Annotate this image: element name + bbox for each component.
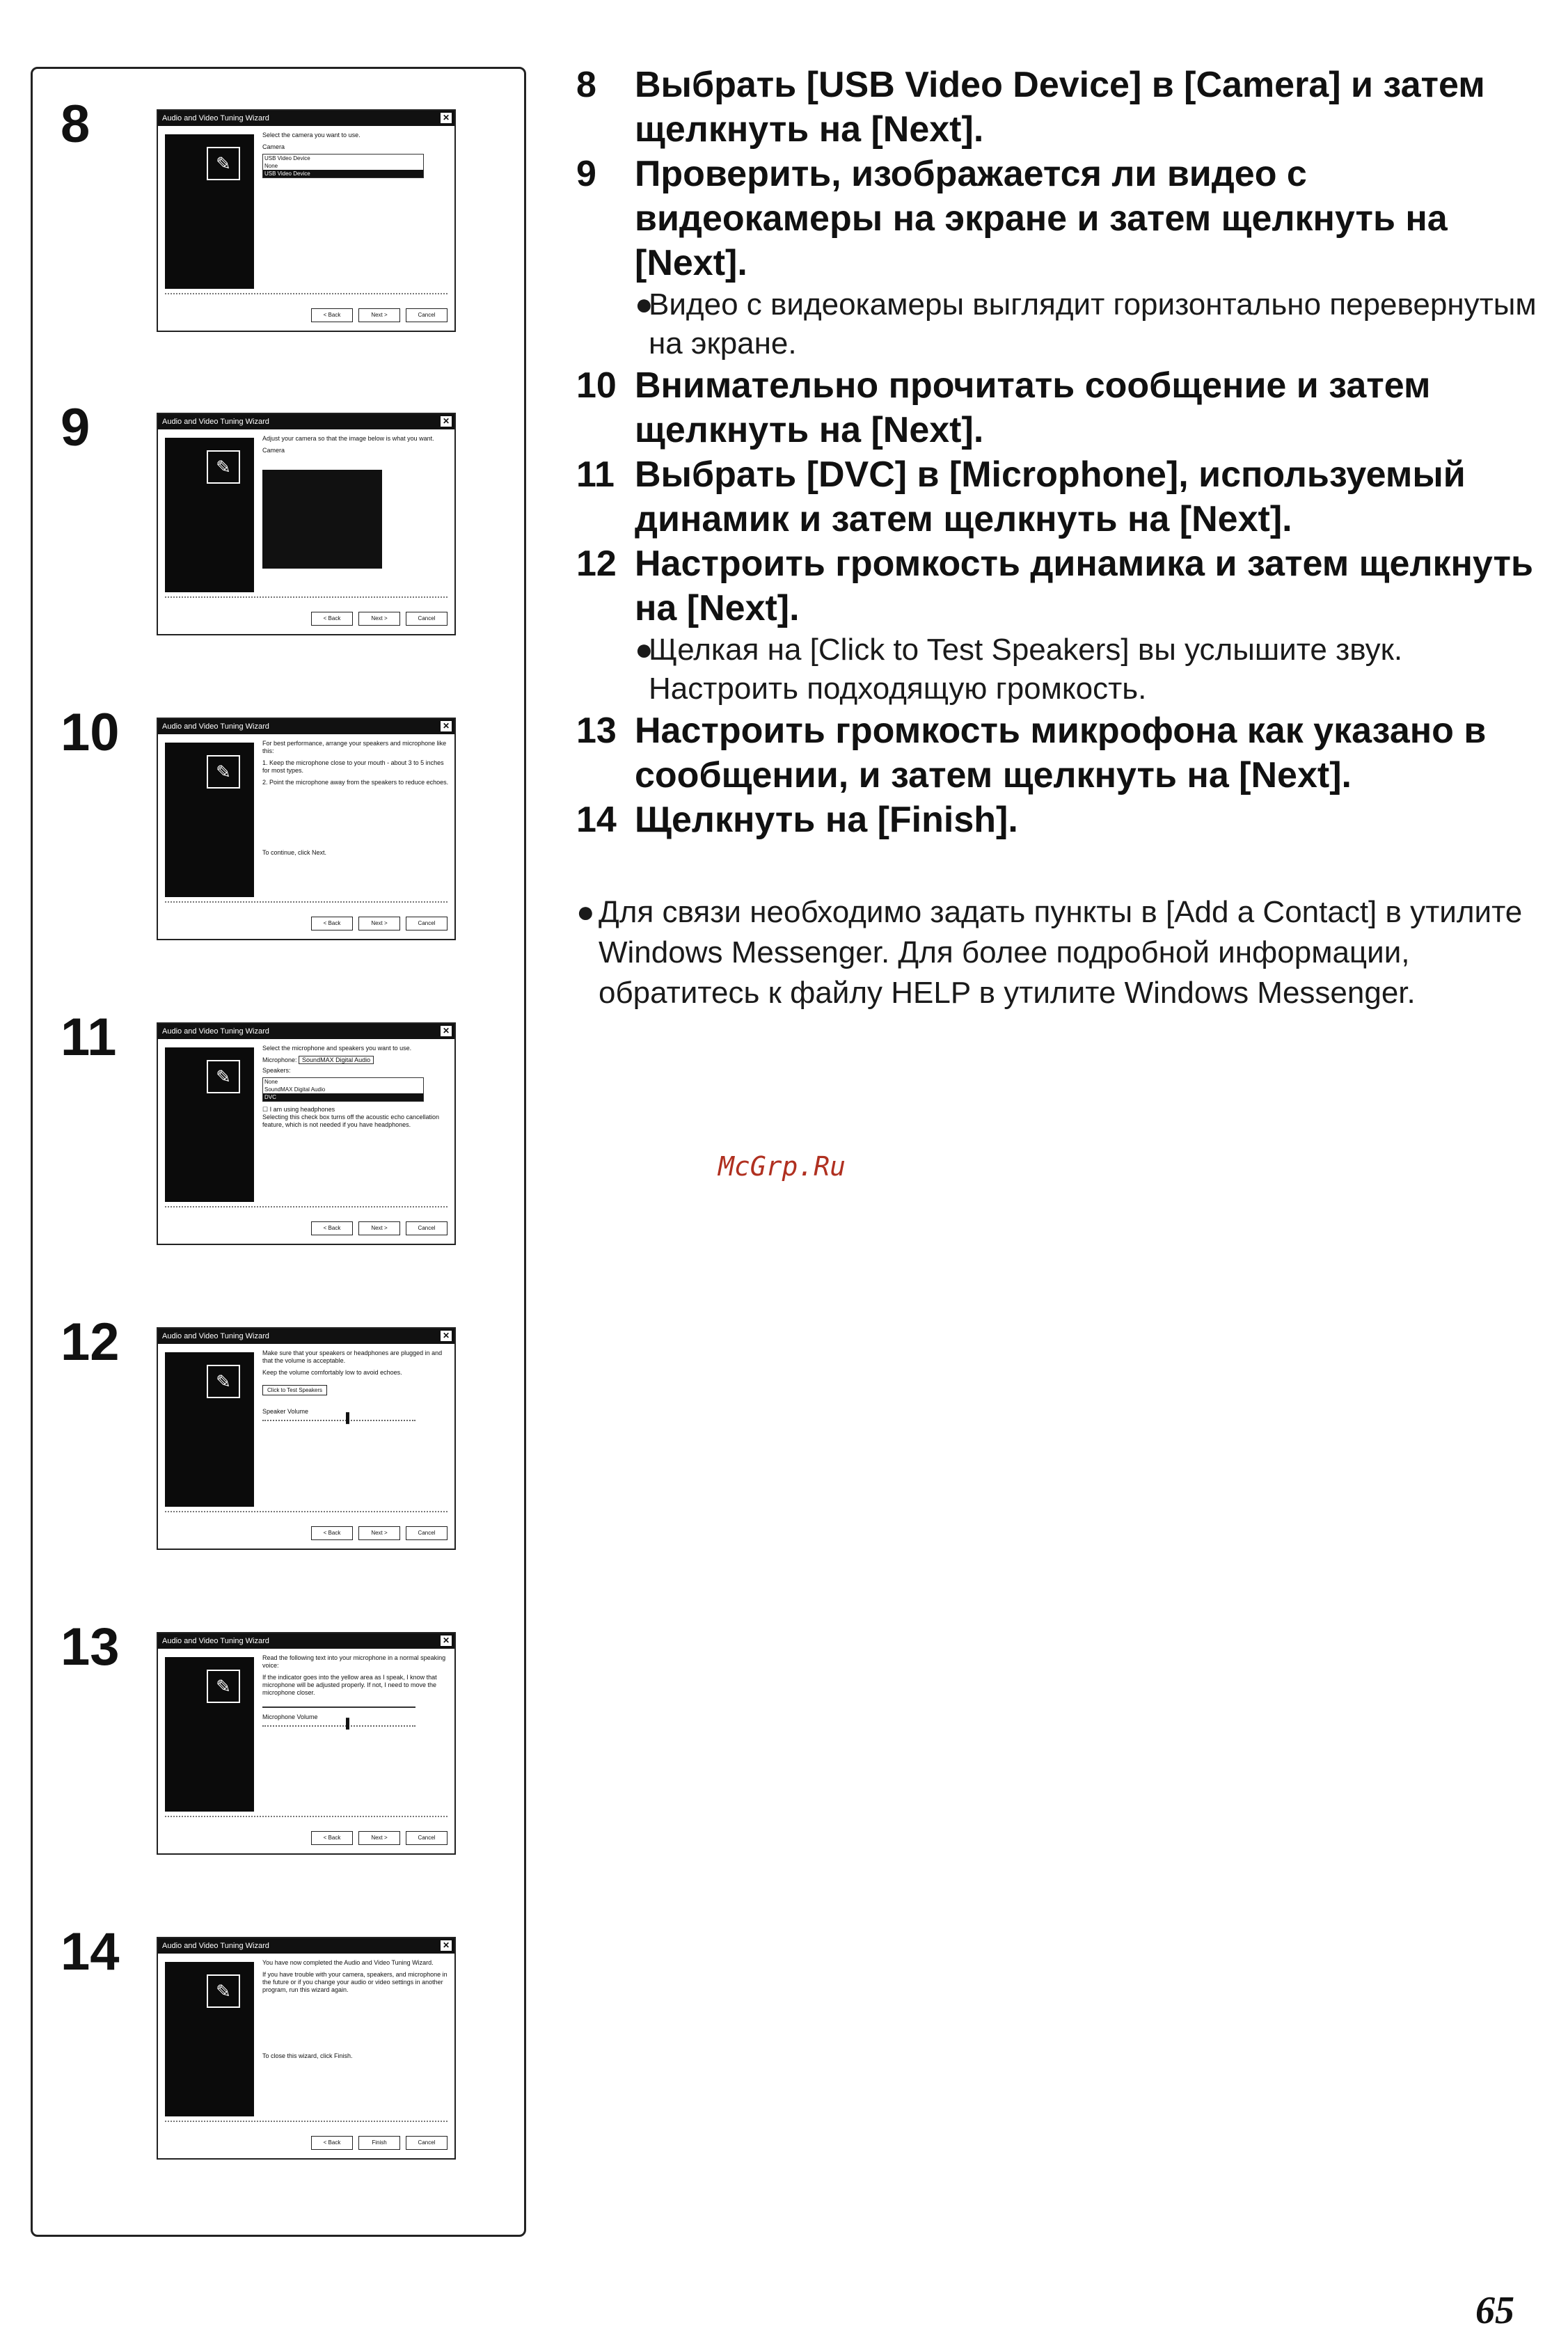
screenshot-step-14: [33, 1896, 528, 2146]
wizard-icon: ✎: [207, 1365, 240, 1398]
step-text: Выбрать [DVC] в [Microphone], используемый динамик и затем щелкнуть на [Next].: [635, 454, 1466, 539]
close-icon[interactable]: ✕: [441, 1026, 452, 1036]
wizard-prompt: You have now completed the Audio and Video Tuning Wizard.: [262, 1959, 434, 1966]
wizard-window: [157, 413, 456, 635]
wizard-prompt: Adjust your camera so that the image below is what you want.: [262, 435, 434, 442]
step-number: 11: [61, 1008, 117, 1067]
wizard-prompt: Read the following text into your microphone in a normal speaking voice:: [262, 1654, 446, 1669]
divider: [165, 596, 448, 598]
window-title: Audio and Video Tuning Wizard: [162, 418, 269, 426]
microphone-volume-label: Microphone Volume: [262, 1713, 318, 1720]
step-text: Выбрать [USB Video Device] в [Camera] и затем щелкнуть на [Next].: [635, 65, 1485, 150]
step-number: 11: [576, 454, 615, 495]
screenshot-step-13: [33, 1592, 528, 1841]
wizard-window: [157, 109, 456, 332]
wizard-body: [262, 1349, 449, 1507]
step-number: 13: [576, 711, 617, 751]
wizard-icon: ✎: [207, 1974, 240, 2008]
page-number: 65: [1475, 2289, 1514, 2332]
close-icon[interactable]: ✕: [441, 721, 452, 731]
window-titlebar: [158, 414, 454, 429]
next-button[interactable]: Next >: [358, 1831, 400, 1845]
step-number: 10: [576, 365, 617, 406]
note-text: Для связи необходимо задать пункты в [Add a Contact] в утилите Windows Messenger. Для более подробной информации, обратитесь к файлу HELP в утилите Windows Messenger.: [599, 895, 1523, 1010]
instruction-list: [576, 63, 1551, 842]
wizard-window: [157, 1632, 456, 1855]
wizard-window: [157, 718, 456, 940]
wizard-prompt: Make sure that your speakers or headphones are plugged in and that the volume is acceptable.: [262, 1349, 443, 1364]
headphones-checkbox-label: I am using headphones: [269, 1106, 335, 1113]
instruction-step-8: [576, 63, 1551, 152]
checkbox-description: Selecting this check box turns off the acoustic echo cancellation feature, which is not needed if you have headphones.: [262, 1114, 439, 1128]
microphone-volume-slider[interactable]: [262, 1718, 415, 1741]
step-text: Настроить громкость динамика и затем щелкнуть на [Next].: [635, 544, 1533, 628]
wizard-icon: ✎: [207, 1670, 240, 1703]
window-title: Audio and Video Tuning Wizard: [162, 1942, 269, 1950]
back-button[interactable]: < Back: [311, 612, 353, 626]
speakers-label: Speakers: [262, 1067, 290, 1074]
camera-selected-value: USB Video Device: [264, 155, 310, 161]
back-button[interactable]: < Back: [311, 1831, 353, 1845]
cancel-button[interactable]: Cancel: [406, 1831, 448, 1845]
step-number: 8: [576, 65, 596, 105]
step-number: 14: [576, 800, 617, 840]
step-12-bullet: [576, 631, 1551, 708]
wizard-side-panel: [165, 134, 254, 289]
wizard-footer: To close this wizard, click Finish.: [262, 2052, 353, 2059]
wizard-body: [262, 1654, 449, 1812]
wizard-body: [262, 1959, 449, 2116]
window-titlebar: [158, 1329, 454, 1344]
wizard-prompt: Select the camera you want to use.: [262, 132, 361, 138]
back-button[interactable]: < Back: [311, 1526, 353, 1540]
wizard-prompt: For best performance, arrange your speakers and microphone like this:: [262, 740, 447, 754]
window-title: Audio and Video Tuning Wizard: [162, 1332, 269, 1340]
close-icon[interactable]: ✕: [441, 1940, 452, 1951]
back-button[interactable]: < Back: [311, 2136, 353, 2150]
close-icon[interactable]: ✕: [441, 416, 452, 427]
step-number: 10: [61, 703, 120, 762]
list-item[interactable]: DVC: [263, 1093, 423, 1101]
messenger-note: [576, 892, 1545, 1013]
wizard-hint: Keep the volume comfortably low to avoid echoes.: [262, 1369, 402, 1376]
camera-label: Camera: [262, 447, 285, 454]
window-titlebar: [158, 719, 454, 734]
level-meter: [262, 1706, 415, 1708]
screenshot-column: [31, 67, 526, 2237]
window-titlebar: [158, 1024, 454, 1039]
wizard-side-panel: [165, 1352, 254, 1507]
wizard-prompt: Select the microphone and speakers you want to use.: [262, 1045, 412, 1052]
window-titlebar: [158, 1633, 454, 1649]
speaker-volume-slider[interactable]: [262, 1412, 415, 1435]
instruction-2: 2. Point the microphone away from the speakers to reduce echoes.: [262, 779, 449, 786]
wizard-footer: To continue, click Next.: [262, 849, 327, 856]
checkbox-icon[interactable]: ☐: [262, 1106, 269, 1113]
next-button[interactable]: Next >: [358, 917, 400, 931]
camera-label: Camera: [262, 143, 285, 150]
wizard-body: [262, 435, 449, 592]
window-title: Audio and Video Tuning Wizard: [162, 114, 269, 122]
bullet-icon: ●: [635, 633, 654, 667]
list-item[interactable]: USB Video Device: [263, 170, 423, 177]
back-button[interactable]: < Back: [311, 308, 353, 322]
divider: [165, 1511, 448, 1512]
test-speakers-button[interactable]: Click to Test Speakers: [262, 1385, 327, 1395]
wizard-body: [262, 740, 449, 897]
step-number: 12: [61, 1313, 120, 1372]
microphone-select[interactable]: SoundMAX Digital Audio: [299, 1056, 374, 1064]
wizard-body: [262, 132, 449, 289]
wizard-body: Select the microphone and speakers you want to use. Microphone: SoundMAX Digital Audio Speakers: None SoundMAX Digital Audio DVC ☐ I am using headphones Selecting this check box turns off the acoustic echo cancellation feature, which is not needed if you have headphones.: [262, 1045, 449, 1202]
finish-button[interactable]: Finish: [358, 2136, 400, 2150]
wizard-side-panel: [165, 438, 254, 592]
screenshot-step-11: [33, 982, 528, 1231]
back-button[interactable]: < Back: [311, 1221, 353, 1235]
next-button[interactable]: Next >: [358, 1221, 400, 1235]
cancel-button[interactable]: Cancel: [406, 308, 448, 322]
screenshot-step-12: [33, 1287, 528, 1536]
divider: [165, 901, 448, 903]
window-title: Audio and Video Tuning Wizard: [162, 1027, 269, 1036]
next-button[interactable]: Next >: [358, 1526, 400, 1540]
step-text: Проверить, изображается ли видео с видеокамеры на экране и затем щелкнуть на [Next].: [635, 154, 1448, 283]
back-button[interactable]: < Back: [311, 917, 353, 931]
speaker-volume-label: Speaker Volume: [262, 1408, 309, 1415]
read-aloud-text: If the indicator goes into the yellow area as I speak, I know that microphone will be adjusted properly. If not, I need to move the microphone closer.: [262, 1674, 437, 1696]
wizard-icon: ✎: [207, 755, 240, 789]
divider: [165, 293, 448, 294]
slider-thumb[interactable]: ▌: [346, 1412, 353, 1423]
step-text: Щелкнуть на [Finish].: [635, 800, 1018, 840]
list-item[interactable]: None: [264, 1079, 278, 1085]
step-number: 13: [61, 1617, 120, 1677]
wizard-window: [157, 1327, 456, 1550]
wizard-window: [157, 1022, 456, 1245]
step-number: 9: [61, 398, 90, 457]
divider: [165, 1816, 448, 1817]
cancel-button[interactable]: Cancel: [406, 612, 448, 626]
window-title: Audio and Video Tuning Wizard: [162, 722, 269, 731]
wizard-window: [157, 1937, 456, 2160]
list-item[interactable]: SoundMAX Digital Audio: [264, 1086, 326, 1093]
wizard-side-panel: [165, 743, 254, 897]
cancel-button[interactable]: Cancel: [406, 917, 448, 931]
microphone-label: Microphone: [262, 1056, 296, 1063]
step-number: 8: [61, 95, 90, 154]
wizard-side-panel: [165, 1962, 254, 2116]
speakers-list[interactable]: [262, 1077, 424, 1102]
window-title: Audio and Video Tuning Wizard: [162, 1637, 269, 1645]
bullet-text: Видео с видеокамеры выглядит горизонтально перевернутым на экране.: [649, 287, 1537, 361]
close-icon[interactable]: ✕: [441, 1331, 452, 1341]
screenshot-step-10: [33, 677, 528, 926]
bullet-icon: ●: [576, 895, 595, 929]
wizard-side-panel: [165, 1657, 254, 1812]
instruction-step-11: [576, 452, 1551, 541]
wizard-info: If you have trouble with your camera, speakers, and microphone in the future or if you change your audio or video settings in another program, run this wizard again.: [262, 1971, 448, 1993]
window-titlebar: [158, 111, 454, 126]
bullet-text: Щелкая на [Click to Test Speakers] вы услышите звук. Настроить подходящую громкость.: [649, 633, 1403, 706]
close-icon[interactable]: ✕: [441, 1636, 452, 1646]
instruction-1: 1. Keep the microphone close to your mouth - about 3 to 5 inches for most types.: [262, 759, 444, 774]
close-icon[interactable]: ✕: [441, 113, 452, 123]
camera-select[interactable]: [262, 154, 424, 178]
instruction-step-13: [576, 708, 1551, 798]
cancel-button[interactable]: Cancel: [406, 1526, 448, 1540]
divider: [165, 2121, 448, 2122]
next-button[interactable]: Next >: [358, 308, 400, 322]
wizard-icon: ✎: [207, 147, 240, 180]
slider-thumb[interactable]: ▌: [346, 1718, 353, 1729]
step-number: 14: [61, 1922, 120, 1981]
list-item[interactable]: None: [264, 163, 278, 169]
screenshot-step-8: [33, 69, 528, 318]
window-titlebar: [158, 1938, 454, 1954]
step-text: Внимательно прочитать сообщение и затем щелкнуть на [Next].: [635, 365, 1431, 450]
instruction-step-9: [576, 152, 1551, 285]
instruction-step-14: [576, 798, 1551, 842]
cancel-button[interactable]: Cancel: [406, 2136, 448, 2150]
step-text: Настроить громкость микрофона как указано в сообщении, и затем щелкнуть на [Next].: [635, 711, 1487, 795]
bullet-icon: ●: [635, 287, 654, 322]
wizard-icon: ✎: [207, 450, 240, 484]
instruction-step-10: [576, 363, 1551, 452]
instruction-step-12: [576, 541, 1551, 631]
wizard-icon: ✎: [207, 1060, 240, 1093]
next-button[interactable]: Next >: [358, 612, 400, 626]
step-number: 12: [576, 544, 617, 584]
screenshot-step-9: [33, 372, 528, 621]
wizard-side-panel: [165, 1047, 254, 1202]
watermark: McGrp.Ru: [718, 1151, 846, 1182]
divider: [165, 1206, 448, 1207]
cancel-button[interactable]: Cancel: [406, 1221, 448, 1235]
video-preview: [262, 470, 382, 569]
step-number: 9: [576, 154, 596, 194]
step-9-bullet: [576, 285, 1551, 363]
